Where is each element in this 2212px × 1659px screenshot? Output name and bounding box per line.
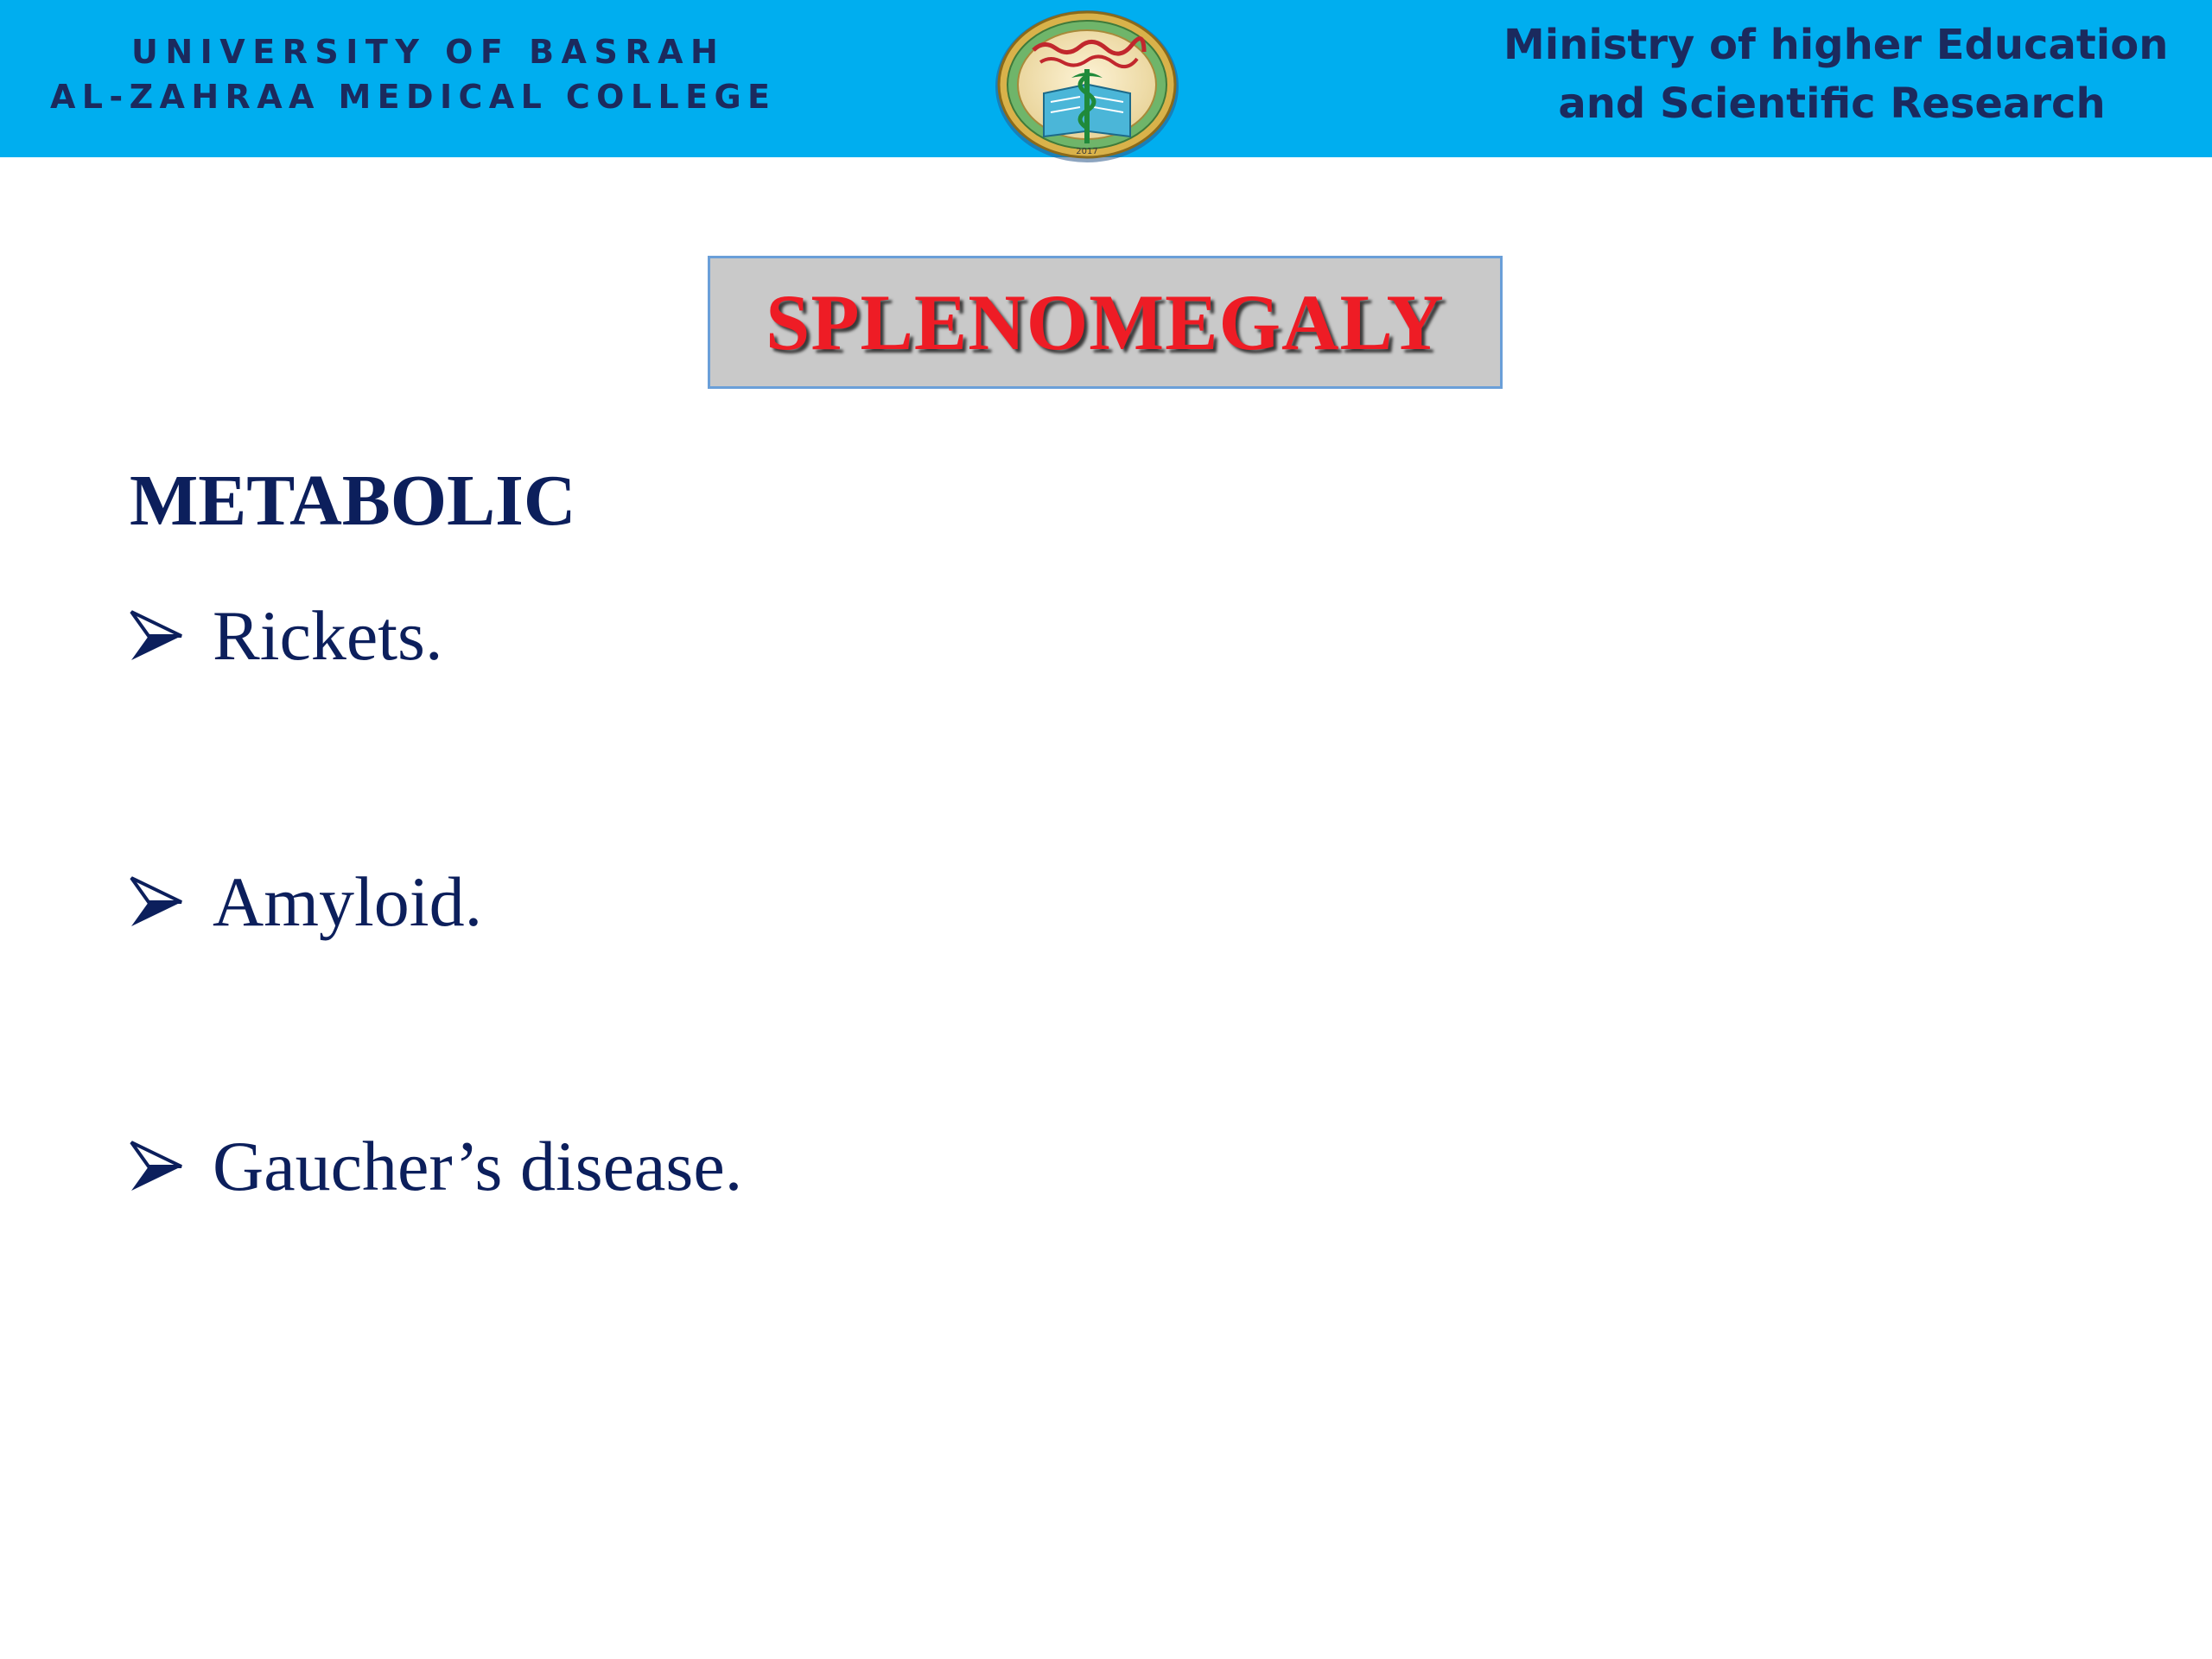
list-item — [130, 1123, 742, 1210]
list-item — [130, 859, 482, 945]
college-seal-logo — [990, 5, 1184, 164]
list-item — [130, 593, 442, 679]
list-item-text: Gaucher’s disease. — [213, 1127, 743, 1205]
arrowhead-bullet-icon — [130, 1141, 183, 1192]
seal-year: 2017 — [1076, 147, 1098, 156]
university-name — [50, 29, 776, 119]
ministry-name-line2: and Scientific Research — [1558, 79, 2106, 128]
slide-title: SPLENOMEGALY — [766, 278, 1445, 366]
ministry-name-line1: Ministry of higher Education — [1503, 21, 2169, 69]
header-banner — [0, 0, 2212, 157]
university-name-line1: UNIVERSITY OF BASRAH — [131, 33, 726, 71]
list-item-text: Amyloid. — [213, 862, 483, 941]
slide-title-box — [708, 256, 1503, 389]
arrowhead-bullet-icon — [130, 610, 183, 662]
section-heading: METABOLIC — [130, 461, 576, 541]
arrowhead-bullet-icon — [130, 876, 183, 928]
college-name-line2: AL-ZAHRAA MEDICAL COLLEGE — [50, 78, 777, 116]
list-item-text: Rickets. — [213, 596, 443, 675]
ministry-name — [1503, 16, 2169, 133]
